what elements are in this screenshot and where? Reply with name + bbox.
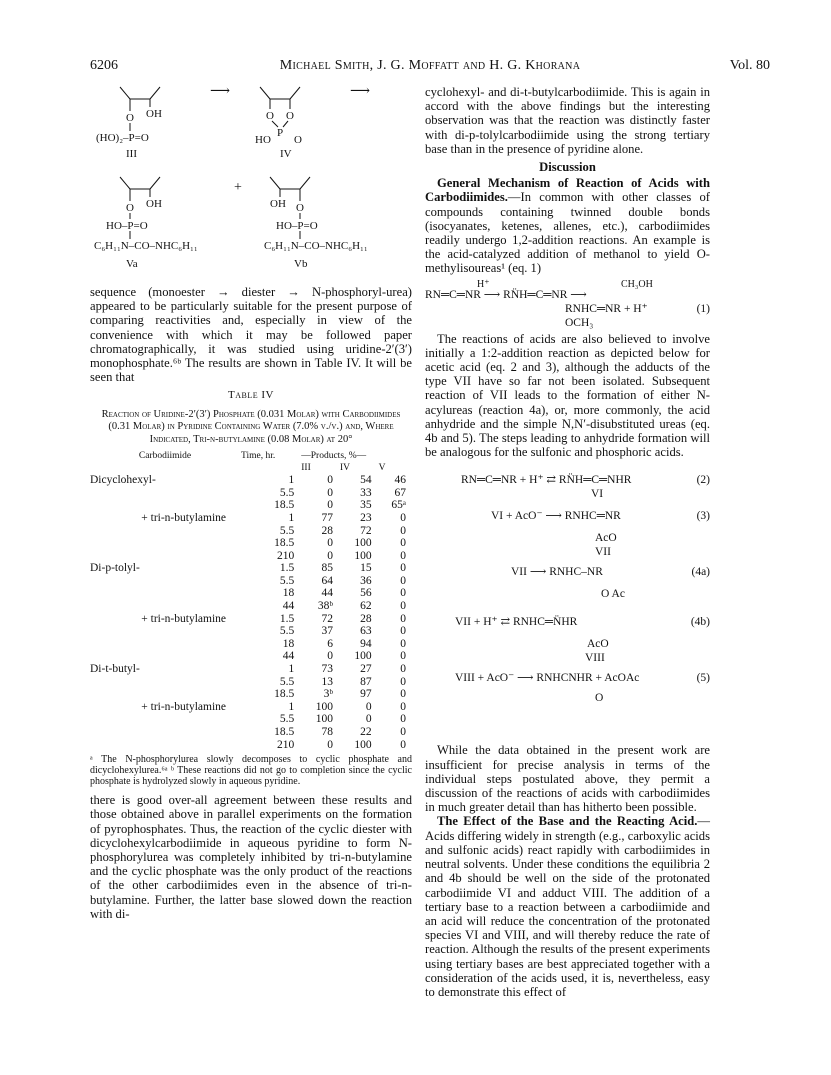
table-row: [90, 713, 412, 726]
eq4a: VII ⟶ RNHC–NR: [511, 566, 603, 579]
cell-v: 0: [400, 562, 406, 575]
cell-v: 0: [400, 700, 406, 713]
row-label: [90, 676, 240, 689]
table-row: [90, 701, 412, 714]
eq4b-number: (4b): [690, 616, 710, 629]
o-label-iv-c: O: [294, 134, 302, 146]
cell-iii: 0: [327, 738, 333, 751]
table-row: [90, 487, 412, 500]
row-label: [90, 600, 240, 613]
equation-1: [425, 278, 710, 329]
table-row: [90, 537, 412, 550]
table-row: [90, 575, 412, 588]
cell-time: 18.5: [274, 688, 295, 701]
row-label: [90, 650, 240, 663]
cell-iv: 33: [360, 486, 372, 499]
eq4b: VII + H⁺ ⇄ RNHC═N̈HR: [455, 616, 578, 629]
structure-bonds: [90, 85, 412, 285]
eq3-number: (3): [696, 510, 710, 523]
cell-iv: 0: [365, 700, 372, 713]
cell-v: 0: [400, 726, 406, 738]
eq4a-sub: O Ac: [601, 588, 625, 601]
equations-2-5: [425, 465, 710, 743]
eq1-h-plus: H⁺: [477, 278, 490, 290]
cell-time: 1: [288, 700, 295, 713]
cell-time: 44: [282, 650, 295, 663]
cell-iv: 62: [360, 600, 372, 613]
cell-v: 67: [394, 486, 406, 499]
cell-time: 18.5: [274, 537, 295, 550]
running-authors: Michael Smith, J. G. Moffatt and H. G. Khorana: [279, 58, 581, 73]
right-paragraph-3: The reactions of acids are also believed to involve initially a 1:2-addition reaction as depicted below for acetic acid (eq. 2 and 3), although the adducts of the type VII have so far not been isolated. Subsequent reaction of VII leads to the formation of either N-acylureas (reaction 4a), or, more commonly, the acid anhydride and the simple N,N′-disubstituted ureas (eq. 4b and 5). The steps leading to anhydride formation will be analogous for the sulfonic and phosphoric acids.: [425, 331, 710, 460]
cell-time: 210: [277, 738, 295, 751]
table-row: [90, 562, 412, 575]
subheading-effect-of-base: The Effect of the Base and the Reacting Acid.: [437, 814, 698, 829]
eq5-o: O: [595, 692, 604, 705]
cell-time: 5.5: [279, 713, 295, 726]
cell-iii: 77: [321, 511, 333, 524]
cell-time: 18: [282, 587, 295, 600]
cell-iii: 85: [321, 562, 333, 575]
row-label: + tri-n-butylamine: [141, 511, 226, 524]
table-row: [90, 663, 412, 676]
row-label: [90, 487, 240, 500]
cell-time: 210: [277, 549, 295, 562]
row-label: [90, 638, 240, 651]
eq1-product: RNHC═NR + H⁺: [565, 302, 648, 315]
cell-v: 0: [400, 537, 406, 550]
row-label: [90, 525, 240, 538]
cell-iii: 3ᵇ: [323, 688, 333, 701]
cell-iv: 28: [360, 612, 372, 625]
col-time: Time, hr.: [241, 451, 276, 462]
cell-iii: 0: [327, 486, 333, 499]
cell-time: 5.5: [279, 625, 295, 638]
table-iv: [90, 450, 412, 751]
page-number: 6206: [90, 58, 118, 73]
right-paragraph-2: —In common with other classes of compounds containing twinned double bonds (isocyanates, ketenes, allenes, etc.), carbodiimides readily undergo 1,2-addition reactions. An example is the acid-catalyzed addition of methanol to yield O-methylisoureas¹ (eq. 1): [425, 190, 710, 276]
subheading-general-mechanism: General Mechanism of Reaction of Acids with Carbodiimides.: [425, 176, 710, 205]
cell-iii: 0: [327, 650, 333, 663]
table-row: [90, 499, 412, 512]
cell-iii: 0: [327, 474, 333, 487]
left-paragraph-2: there is good over-all agreement between these results and those obtained above in parallel experiments on the formation of pyrophosphates. Thus, the reaction of the cyclic diester with dicyclohexylcarbodiimide in aqueous pyridine to form N-phosphorylurea was completely inhibited by tri-n-butylamine and the cyclic phosphate was the only product of the reactions of the other carbodiimides even in the absence of tri-n-butylamine. Further, the latter base slowed down the reaction with di-: [90, 793, 412, 921]
right-paragraph-4: While the data obtained in the present work are insufficient for precise analysis in terms of the individual steps postulated above, they permit a discussion of the reactions of acids with carbodiimides in much greater detail than has hitherto been possible.: [425, 743, 710, 815]
cell-iii: 13: [321, 675, 333, 688]
cell-iv: 35: [360, 499, 372, 512]
col-iii: III: [301, 463, 311, 474]
o-label-iii: O: [126, 112, 134, 124]
cell-iii: 73: [321, 663, 333, 676]
eq1-och3: OCH₃: [565, 316, 594, 329]
right-column: [425, 85, 710, 999]
table-row: [90, 550, 412, 563]
cell-time: 5.5: [279, 675, 295, 688]
left-column: [90, 85, 412, 921]
label-iii: III: [126, 148, 137, 160]
cell-iv: 0: [365, 713, 372, 726]
phosphate-iii: (HO)₂–P=O: [96, 132, 149, 144]
cell-v: 0: [400, 612, 406, 625]
eq3: VI + AcO⁻ ⟶ RNHC═NR: [491, 510, 621, 523]
arrow-1: ⟶: [210, 84, 231, 99]
urea-vb: C₆H₁₁N–CO–NHC₆H₁₁: [264, 240, 368, 252]
cell-v: 0: [400, 688, 406, 701]
cell-iii: 64: [321, 574, 333, 587]
cell-time: 1: [288, 511, 295, 524]
eq5-number: (5): [696, 672, 710, 685]
cell-iii: 0: [327, 549, 333, 562]
cell-iv: 54: [360, 474, 372, 487]
col-iv: IV: [339, 463, 350, 474]
eq3-label: VII: [595, 546, 611, 559]
cell-iii: 6: [327, 637, 333, 650]
eq4a-number: (4a): [691, 566, 710, 579]
volume-label: Vol. 80: [729, 58, 770, 73]
table-row: [90, 638, 412, 651]
plus-sign: +: [234, 180, 242, 195]
cell-time: 5.5: [279, 574, 295, 587]
label-iv: IV: [280, 148, 292, 160]
cell-v: 0: [400, 637, 406, 650]
phosphate-vb: HO–P=O: [276, 220, 318, 232]
cell-time: 1: [288, 474, 295, 487]
left-paragraph-1: sequence (monoester → diester → N-phosphoryl-urea) appeared to be particularly suitable for the present purpose of comparing reactivities and, especially in view of the convenience with which it may be followed paper chromatographically, it was studied using uridine-2′(3′) monophosphate.⁶ᵇ The results are shown in Table IV. It will be seen that: [90, 285, 412, 385]
structure-scheme: [90, 85, 412, 285]
cell-iv: 72: [360, 524, 372, 537]
row-label: + tri-n-butylamine: [141, 612, 226, 625]
cell-iii: 38ᵇ: [317, 600, 333, 613]
right-paragraph-1: cyclohexyl- and di-t-butylcarbodiimide. This is again in accord with the above findings but the interesting observation was that the reaction was distinctly faster with di-p-tolylcarbodiimide using the strong tertiary base than in the presence of pyridine alone.: [425, 85, 710, 156]
cell-time: 5.5: [279, 524, 295, 537]
row-label: [90, 739, 240, 752]
row-label: [90, 688, 240, 701]
table-row: [90, 512, 412, 525]
row-label: Dicyclohexyl-: [90, 474, 156, 487]
eq1-left: RN═C═NR ⟶ RN̈H═C═NR ⟶: [425, 288, 587, 301]
cell-iv: 100: [354, 650, 372, 663]
running-header: [90, 58, 770, 78]
row-label: [90, 587, 240, 600]
row-label: [90, 625, 240, 638]
urea-va: C₆H₁₁N–CO–NHC₆H₁₁: [94, 240, 198, 252]
cell-iii: 0: [327, 499, 333, 512]
oh-label-va: OH: [146, 198, 162, 210]
cell-iv: 23: [360, 511, 372, 524]
cell-time: 5.5: [279, 486, 295, 499]
oh-label-vb: OH: [270, 198, 286, 210]
cell-v: 0: [400, 549, 406, 562]
table-row: [90, 625, 412, 638]
table-row: [90, 600, 412, 613]
row-label: [90, 550, 240, 563]
o-label-va: O: [126, 202, 134, 214]
eq3-aco: AcO: [595, 532, 617, 545]
cell-iv: 22: [360, 726, 372, 738]
eq2: RN═C═NR + H⁺ ⇄ RN̈H═C═NHR: [461, 474, 632, 487]
row-label: Di-p-tolyl-: [90, 562, 140, 575]
o-label-iv-b: O: [286, 110, 294, 122]
table-caption: Reaction of Uridine-2′(3′) Phosphate (0.031 Molar) with Carbodiimides (0.31 Molar) in Pyridine Containing Water (7.0% v./v.) and, Where Indicated, Tri-n-butylamine (0.08 Molar) at 20°: [101, 408, 401, 445]
arrow-2: ⟶: [350, 84, 371, 99]
ho-label-iv: HO: [255, 134, 271, 146]
cell-time: 18: [282, 637, 295, 650]
cell-time: 1.5: [279, 562, 295, 575]
label-va: Va: [126, 258, 138, 270]
table-footnote: ᵃ The N-phosphorylurea slowly decomposes to cyclic phosphate and dicyclohexylurea.⁶ᵃ ᵇ These reactions did not go to completion since the cyclic phosphate is hydrolyzed slowly in aqueous pyridine.: [90, 754, 412, 788]
cell-v: 46: [394, 474, 406, 487]
table-title: Table IV: [228, 389, 274, 402]
cell-iv: 100: [354, 738, 372, 751]
eq2-number: (2): [696, 474, 710, 487]
cell-v: 0: [400, 738, 406, 751]
row-label: + tri-n-butylamine: [141, 700, 226, 713]
table-row: [90, 525, 412, 538]
row-label: [90, 499, 240, 512]
cell-iv: 100: [354, 549, 372, 562]
table-row: [90, 739, 412, 752]
eq2-label: VI: [591, 488, 604, 501]
phosphate-va: HO–P=O: [106, 220, 148, 232]
eq1-number: (1): [696, 302, 710, 315]
cell-time: 1.5: [279, 612, 295, 625]
cell-iv: 94: [360, 637, 372, 650]
cell-iv: 56: [360, 587, 372, 600]
row-label: [90, 537, 240, 550]
cell-v: 0: [400, 587, 406, 600]
section-heading-discussion: Discussion: [539, 160, 596, 175]
row-label: [90, 713, 240, 726]
eq4b-label: VIII: [585, 652, 605, 665]
cell-iv: 100: [354, 537, 372, 550]
cell-iv: 97: [360, 688, 372, 701]
col-products: —Products, %—: [301, 451, 367, 462]
table-body: [90, 474, 412, 751]
cell-v: 0: [400, 511, 406, 524]
cell-iv: 27: [360, 663, 372, 676]
cell-v: 0: [400, 713, 406, 726]
cell-iv: 36: [360, 574, 372, 587]
table-subheader-row: [90, 462, 412, 474]
cell-time: 44: [282, 600, 295, 613]
cell-v: 0: [400, 675, 406, 688]
cell-v: 0: [400, 663, 406, 676]
table-row: [90, 587, 412, 600]
row-label: [90, 575, 240, 588]
table-row: [90, 650, 412, 663]
p-label-iv: P: [277, 127, 284, 139]
cell-iii: 44: [321, 587, 333, 600]
cell-v: 0: [400, 600, 406, 613]
cell-iii: 37: [321, 625, 333, 638]
cell-v: 0: [400, 574, 406, 587]
o-label-vb: O: [296, 202, 304, 214]
eq4b-aco: AcO: [587, 638, 609, 651]
cell-time: 18.5: [274, 726, 295, 738]
table-row: [90, 676, 412, 689]
cell-iii: 0: [327, 537, 333, 550]
cell-v: 0: [400, 625, 406, 638]
col-v: V: [378, 463, 386, 474]
cell-time: 18.5: [274, 499, 295, 512]
cell-iii: 72: [321, 612, 333, 625]
cell-iv: 15: [360, 562, 372, 575]
right-paragraph-5: —Acids differing widely in strength (e.g., carboxylic acids and sulfonic acids) react rapidly with carbodiimides in neutral solvents. Under these conditions the equilibria 2 and 4b should be well on the side of the protonated carbodiimide VI and adduct VIII. The addition of a tertiary base to a reaction between a carbodiimide and an acid will reduce the concentration of the protonated species VI and VIII, and will thereby reduce the rate of reaction. Although the results of the present experiments using tertiary bases are best appreciated together with a consideration of the acids used, it is, nevertheless, easy to demonstrate this effect of: [425, 814, 710, 999]
cell-iii: 78: [321, 726, 333, 738]
cell-time: 1: [288, 663, 295, 676]
row-label: [90, 726, 240, 739]
table-header-row: [90, 450, 412, 462]
table-row: [90, 726, 412, 739]
table-row: [90, 613, 412, 626]
cell-v: 0: [400, 650, 406, 663]
o-label-iv-a: O: [266, 110, 274, 122]
row-label: Di-t-butyl-: [90, 663, 140, 676]
table-row: [90, 474, 412, 487]
col-carbodiimide: Carbodiimide: [138, 451, 192, 462]
cell-iv: 63: [360, 625, 372, 638]
eq1-reagent: CH₃OH: [621, 278, 653, 290]
cell-iv: 87: [360, 675, 372, 688]
table-row: [90, 688, 412, 701]
eq5: VIII + AcO⁻ ⟶ RNHCNHR + AcOAc: [455, 672, 640, 685]
label-vb: Vb: [294, 258, 308, 270]
oh-label-iii: OH: [146, 108, 162, 120]
cell-iii: 28: [321, 524, 333, 537]
cell-iii: 100: [315, 700, 333, 713]
cell-v: 65ᵃ: [391, 499, 406, 512]
cell-iii: 100: [315, 713, 333, 726]
cell-v: 0: [400, 524, 406, 537]
